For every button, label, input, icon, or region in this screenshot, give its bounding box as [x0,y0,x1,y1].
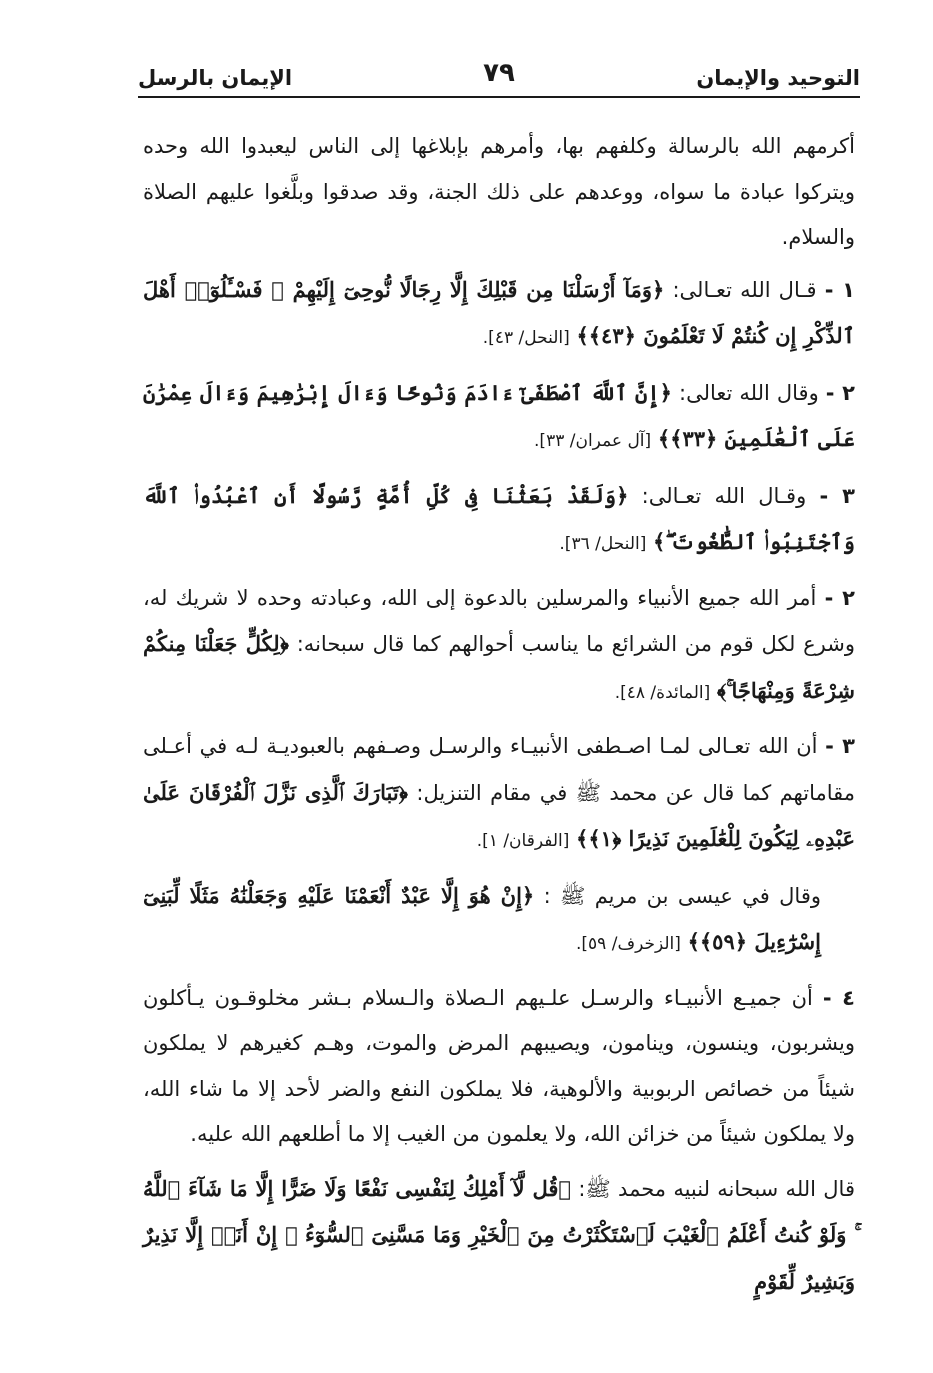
page-number: ٧٩ [483,58,515,88]
running-header [138,58,860,94]
quran-verse: ﴿قُل لَّآ أَمْلِكُ لِنَفْسِى نَفْعًا وَلَا ضَرًّا إِلَّا مَا شَآءَ ٱللَّهُ ۚ وَلَوْ كُنتُ أَعْلَمُ ٱلْغَيْبَ لَٱسْتَكْثَرْتُ مِنَ ٱلْخَيْرِ وَمَا مَسَّنِىَ ٱلسُّوٓءُ ۚ إِنْ أَنَا۠ إِلَّا نَذِيرٌ وَبَشِيرٌ لِّقَوْمٍ [143,1175,855,1294]
quran-verse: ﴿إِنْ هُوَ إِلَّا عَبْدٌ أَنْعَمْنَا عَلَيْهِ وَجَعَلْنَٰهُ مَثَلًا لِّبَنِىٓ إِسْرَٰٓءِيلَ ﴿٥٩﴾﴾ [143,882,821,954]
sub-lead: وقال في عيسى بن مريم ﷺ : [534,883,822,908]
list-item [143,724,855,865]
list-item [143,267,855,362]
book-title: التوحيد والإيمان [696,66,860,90]
chapter-title: الإيمان بالرسل [138,66,293,90]
verse-reference: [آل عمران/ ٣٣]. [534,431,652,451]
verse-reference: [المائدة/ ٤٨]. [614,682,711,703]
item-lead: أن الله تعـالى لمـا اصـطفى الأنبيـاء والرسـل وصـفهم بالعبوديـة لـه في أعـلى مقاماتهم كما قال عن محمد ﷺ في مقام التنزيل: [143,734,855,805]
quran-verse: ﴿تَبَارَكَ ٱلَّذِى نَزَّلَ ٱلْفُرْقَانَ عَلَىٰ عَبْدِهِۦ لِيَكُونَ لِلْعَٰلَمِينَ نَذِيرًا ﴿١﴾﴾ [143,779,855,851]
list-item [143,473,855,568]
header-rule [138,96,860,98]
sub-paragraph [143,873,855,968]
item-lead: قـال الله تعـالى: [664,277,817,302]
intro-paragraph: أكرمهم الله بالرسالة وكلفهم بها، وأمرهم بإبلاغها إلى الناس ليعبدوا الله وحده ويتركوا عبادة ما سواه، ووعدهم على ذلك الجنة، وقد صدقوا وبلَّغوا عليهم الصلاة والسلام. [143,134,855,249]
item-lead: وقال الله تعالى: [671,380,819,405]
list-item [143,576,855,717]
item-number: ٤ - [822,985,855,1010]
item-number: ٢ - [825,380,855,405]
item-number: ٢ - [824,585,855,610]
list-item [143,370,855,465]
verse-reference: [النحل/ ٣٦]. [559,534,647,554]
quran-verse: ﴿إِنَّ ٱللَّهَ ٱصْطَفَىٰٓ ءَادَمَ وَنُوحًا وَءَالَ إِبْرَٰهِيمَ وَءَالَ عِمْرَٰنَ عَلَى ٱلْعَٰلَمِينَ ﴿٣٣﴾﴾ [143,379,855,451]
list-item [143,976,855,1158]
quran-verse: ﴿لِكُلٍّ جَعَلْنَا مِنكُمْ شِرْعَةً وَمِنْهَاجًا ۚ﴾ [143,631,855,703]
quran-verse: ﴿وَلَقَدْ بَعَثْنَا فِى كُلِّ أُمَّةٍ رَّسُولًا أَنِ ٱعْبُدُوا۟ ٱللَّهَ وَٱجْتَنِبُوا۟ ٱلطَّٰغُوتَ ۖ﴾ [143,482,855,554]
closing-paragraph [143,1166,855,1306]
item-number: ٣ - [825,734,855,758]
quran-verse: ﴿وَمَآ أَرْسَلْنَا مِن قَبْلِكَ إِلَّا رِجَالًا نُّوحِىٓ إِلَيْهِمْ ۚ فَسْـَٔلُوٓا۟ أَهْلَ ٱلذِّكْرِ إِن كُنتُمْ لَا تَعْلَمُونَ ﴿٤٣﴾﴾ [143,276,855,348]
page-body [143,124,855,1311]
item-text: أن جميـع الأنبيـاء والرسـل علـيهم الـصلاة والـسلام بـشر مخلوقـون يـأكلون ويشربون، وينسون، وينامون، ويصيبهم المرض والموت، وهـم كغيرهم لا يملكون شيئاً من خصائص الربوبية والألوهية، فلا يملكون النفع والضر لأحد إلا ما شاء الله، ولا يملكون شيئاً من خزائن الله، ولا يعلمون من الغيب إلا ما أطلعهم الله عليه. [143,985,855,1146]
closing-lead: قال الله سبحانه لنبيه محمد ﷺ: [571,1176,855,1201]
item-lead: وقـال الله تعـالى: [628,483,807,508]
verse-reference: [النحل/ ٤٣]. [482,328,570,348]
verse-reference: [الفرقان/ ١]. [476,831,570,851]
item-lead: أمر الله جميع الأنبياء والمرسلين بالدعوة إلى الله، وعبادته وحده لا شريك له، وشرع لكل قوم من الشرائع ما يناسب أحوالهم كما قال سبحانه: [143,585,855,656]
item-number: ٣ - [819,483,855,508]
item-number: ١ - [824,277,855,302]
verse-reference: [الزخرف/ ٥٩]. [576,934,681,954]
